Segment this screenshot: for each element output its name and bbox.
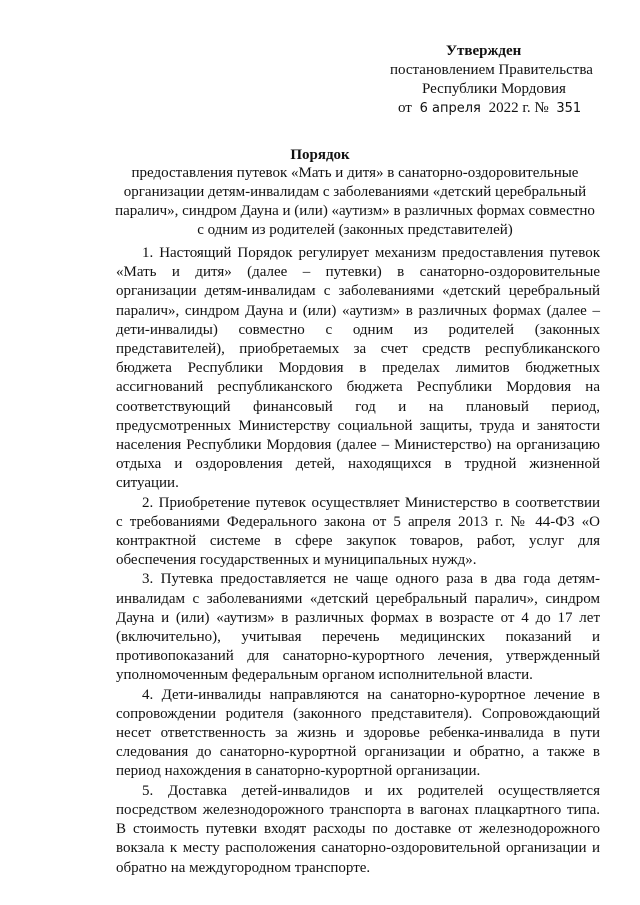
paragraph-5: 5. Доставка детей-инвалидов и их родителей осуществляется посредством железнодорожного транспорта в вагонах плацкартного типа. В стоимость путевки входят расходы по доставке от железнодорожного вокзала к месту расположения санаторно-оздоровительной организации и обратно на междугородном транспорте. [116,782,600,876]
approval-decree-line: постановлением Правительства [390,62,593,78]
paragraph-4: 4. Дети-инвалиды направляются на санаторно-курортное лечение в сопровождении родителя (законного представителя). Сопровождающий несет ответственность за жизнь и здоровье ребенка-инвалида в пути следования до санаторно-курортной организации и обратно, а также в период нахождения в санаторно-курортной организации. [116,686,600,780]
approval-date-line [360,99,620,118]
date-day-month: 6 апреля [419,101,481,116]
approval-republic-line: Республики Мордовия [422,81,566,97]
document-title: Порядок [290,147,350,163]
date-prefix: от [398,100,412,116]
date-year: 2022 г. № [488,100,549,116]
approved-heading: Утвержден [446,43,522,59]
decree-number: 351 [556,101,582,116]
approval-block [360,42,620,118]
document-subtitle: предоставления путевок «Мать и дитя» в санаторно-оздоровительные организации детям-инвалидам с заболеваниями «детский церебральный паралич», синдром Дауна и (или) «аутизм» в различных формах совместно с одним из родителей (законных представителей) [115,165,595,238]
document-body [116,244,600,878]
paragraph-1: 1. Настоящий Порядок регулирует механизм предоставления путевок «Мать и дитя» (далее – путевки) в санаторно-оздоровительные организации детям-инвалидам с заболеваниями «детский церебральный паралич», синдром Дауна и (или) «аутизм» в различных формах (далее – дети-инвалиды) совместно с одним из родителей (законных представителей), приобретаемых за счет средств республиканского бюджета Республики Мордовия в пределах лимитов бюджетных ассигнований республиканского бюджета Республики Мордовия на соответствующий финансовый год и на плановый период, предусмотренных Министерству социальной защиты, труда и занятости населения Республики Мордовия (далее – Министерство) на организацию отдыха и оздоровления детей, находящихся в трудной жизненной ситуации. [116,245,600,492]
paragraph-3: 3. Путевка предоставляется не чаще одного раза в два года детям-инвалидам с заболеваниями «детский церебральный паралич», синдром Дауна и (или) «аутизм» в различных формах в возрасте от 4 до 17 лет (включительно), учитывая перечень медицинских показаний и противопоказаний для санаторно-курортного лечения, утвержденный уполномоченным федеральным органом исполнительной власти. [116,571,600,684]
paragraph-2: 2. Приобретение путевок осуществляет Министерство в соответствии с требованиями Федерального закона от 5 апреля 2013 г. № 44-ФЗ «О контрактной системе в сфере закупок товаров, работ, услуг для обеспечения государственных и муниципальных нужд». [116,494,600,569]
